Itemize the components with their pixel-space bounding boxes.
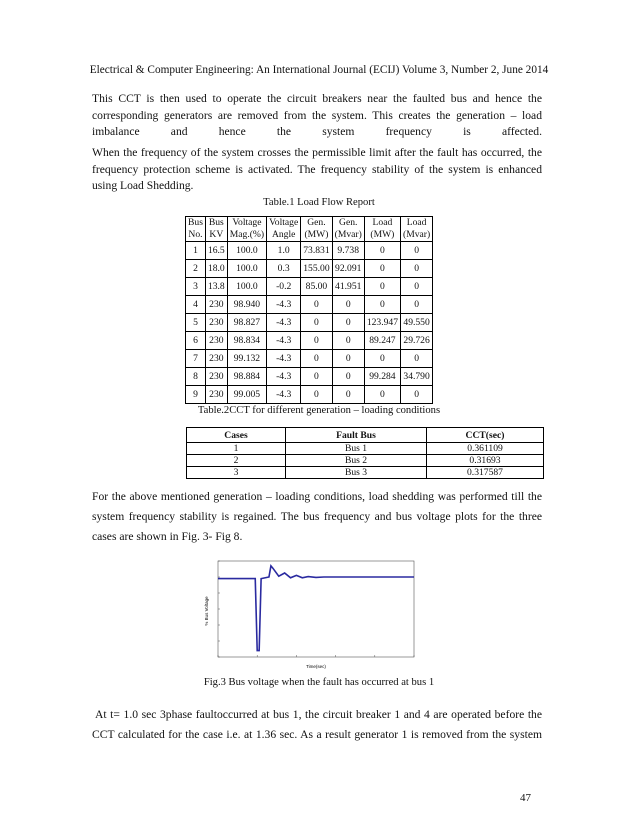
table1-header-text: Mag.(%)	[229, 229, 265, 240]
table2-cell: 0.31693	[427, 455, 544, 467]
para4-line2: CCT calculated for the case i.e. at 1.36 sec. As a result generator 1 is removed from the system	[92, 728, 542, 741]
para1-line1: This CCT is then used to operate the circuit breakers near the faulted bus and hence the	[92, 92, 542, 105]
table1-cell: 0	[401, 278, 433, 296]
table1-cell: 230	[205, 314, 227, 332]
table1-cell: 0	[301, 386, 332, 404]
table1-cell: 89.247	[364, 332, 400, 350]
paragraph-fault-description	[92, 705, 542, 745]
table1-cell: 98.834	[227, 332, 266, 350]
table1-cell: 13.8	[205, 278, 227, 296]
table1-cell: 0	[332, 296, 364, 314]
bus-voltage-chart	[198, 553, 422, 678]
table1-row	[186, 242, 433, 260]
table1-cell: 155.00	[301, 260, 332, 278]
paragraph-load-shedding: For the above mentioned generation – loading conditions, load shedding was performed till the system frequency stability is regained. The bus frequency and bus voltage plots for the three cases are shown in Fig. 3- Fig 8.	[92, 490, 542, 543]
table2-row	[187, 455, 544, 467]
table2-row	[187, 443, 544, 455]
table1-header-cell	[186, 217, 206, 242]
table1-cell: 0	[401, 386, 433, 404]
table1-cell: 34.790	[401, 368, 433, 386]
table1-header-cell	[227, 217, 266, 242]
table1-cell: -4.3	[267, 332, 301, 350]
table1-header-text: Voltage	[232, 217, 262, 228]
table1-header-text: Load	[406, 217, 427, 228]
load-flow-table	[185, 216, 433, 404]
table1-cell: 230	[205, 350, 227, 368]
table1-cell: 230	[205, 296, 227, 314]
table1-cell: 18.0	[205, 260, 227, 278]
paragraph-cct-usage	[92, 91, 542, 141]
table1-cell: 0	[364, 350, 400, 368]
table1-header-text: Bus	[188, 217, 203, 228]
table1-header-text: (Mvar)	[403, 229, 431, 240]
table1-cell: -4.3	[267, 368, 301, 386]
table1-header-text: Voltage	[269, 217, 299, 228]
table1-cell: 0	[401, 296, 433, 314]
table1-cell: 9	[186, 386, 206, 404]
table1-header-row	[186, 217, 433, 242]
table2-cell: 0.361109	[427, 443, 544, 455]
table2-header-cell: Fault Bus	[286, 428, 427, 443]
table1-row	[186, 350, 433, 368]
table1-cell: 0	[364, 260, 400, 278]
table1-cell: 230	[205, 368, 227, 386]
table1-header-text: Gen.	[339, 217, 358, 228]
table1-cell: 0	[401, 260, 433, 278]
table1-cell: 0	[332, 332, 364, 350]
table2-header-cell: CCT(sec)	[427, 428, 544, 443]
table1-row	[186, 260, 433, 278]
table1-header-text: KV	[209, 229, 224, 240]
table1-cell: 99.284	[364, 368, 400, 386]
table1-header-cell	[267, 217, 301, 242]
journal-header: Electrical & Computer Engineering: An International Journal (ECIJ) Volume 3, Number 2, June 2014	[89, 64, 549, 76]
table1-header-text: Bus	[208, 217, 224, 228]
table1-header-text: Angle	[271, 229, 296, 240]
table1-cell: 4	[186, 296, 206, 314]
table2-cell: Bus 3	[286, 467, 427, 479]
table2-cell: Bus 1	[286, 443, 427, 455]
table1-row	[186, 314, 433, 332]
table1-cell: 98.940	[227, 296, 266, 314]
table1-cell: 1.0	[267, 242, 301, 260]
table2-cell: 0.317587	[427, 467, 544, 479]
table1-cell: 5	[186, 314, 206, 332]
table2-header-row	[187, 428, 544, 443]
table1-cell: 0	[401, 350, 433, 368]
table1-cell: 0	[332, 368, 364, 386]
table1-cell: 8	[186, 368, 206, 386]
table1-header-cell	[364, 217, 400, 242]
cct-table	[186, 427, 544, 479]
table1-cell: 0	[364, 242, 400, 260]
table1-cell: 16.5	[205, 242, 227, 260]
table1-cell: 98.884	[227, 368, 266, 386]
table1-cell: 0	[301, 368, 332, 386]
axis-ticks	[218, 561, 414, 657]
table1-header-text: Load	[372, 217, 393, 228]
table1-cell: 123.947	[364, 314, 400, 332]
table1-cell: 3	[186, 278, 206, 296]
table1-cell: 29.726	[401, 332, 433, 350]
page-number: 47	[520, 792, 531, 804]
table2-row	[187, 467, 544, 479]
para1-line3: imbalance and hence the system frequency is affected.	[92, 125, 542, 139]
table1-cell: 0	[332, 314, 364, 332]
bus-voltage-figure	[198, 553, 422, 678]
table1-cell: -4.3	[267, 296, 301, 314]
table1-cell: 0	[301, 332, 332, 350]
table1-row	[186, 278, 433, 296]
table1-cell: 0	[364, 296, 400, 314]
y-axis-label: % Bus Voltage	[204, 596, 209, 626]
table2-caption: Table.2CCT for different generation – loading conditions	[197, 405, 441, 416]
table1-cell: 0	[401, 242, 433, 260]
table1-cell: 99.005	[227, 386, 266, 404]
table2-cell: 2	[187, 455, 286, 467]
figure-caption: Fig.3 Bus voltage when the fault has occurred at bus 1	[203, 677, 435, 688]
table2-header-cell: Cases	[187, 428, 286, 443]
table1-cell: 73.831	[301, 242, 332, 260]
table1-header-cell	[401, 217, 433, 242]
para1-line2: corresponding generators are removed from the system. This creates the generation – load	[92, 108, 542, 122]
table1-cell: 0.3	[267, 260, 301, 278]
table1-cell: 230	[205, 332, 227, 350]
table1-cell: 41.951	[332, 278, 364, 296]
table1-header-text: (MW)	[304, 229, 329, 240]
table1-cell: 1	[186, 242, 206, 260]
table1-header-text: Gen.	[307, 217, 326, 228]
table1-cell: 92.091	[332, 260, 364, 278]
table1-cell: 85.00	[301, 278, 332, 296]
table1-header-cell	[301, 217, 332, 242]
table1-header-cell	[205, 217, 227, 242]
table1-caption: Table.1 Load Flow Report	[263, 197, 375, 208]
table1-cell: 0	[301, 314, 332, 332]
table1-cell: 0	[301, 296, 332, 314]
table1-header-text: (Mvar)	[334, 229, 362, 240]
plot-frame	[218, 561, 414, 657]
table2-cell: Bus 2	[286, 455, 427, 467]
table1-row	[186, 332, 433, 350]
table1-cell: 0	[332, 386, 364, 404]
table1-row	[186, 386, 433, 404]
paragraph-frequency-protection: When the frequency of the system crosses the permissible limit after the fault has occurred, the frequency protection scheme is activated. The frequency stability of the system is enhanced using Load Shedding.	[92, 146, 542, 193]
table1-cell: 49.550	[401, 314, 433, 332]
table1-cell: 0	[332, 350, 364, 368]
bus-voltage-line	[218, 566, 414, 651]
cct-table-container	[186, 427, 544, 479]
x-axis-label: Time(sec)	[306, 664, 326, 669]
table1-cell: -0.2	[267, 278, 301, 296]
table1-row	[186, 368, 433, 386]
table1-cell: 100.0	[227, 260, 266, 278]
table1-cell: 99.132	[227, 350, 266, 368]
table1-cell: 2	[186, 260, 206, 278]
table1-cell: 100.0	[227, 242, 266, 260]
table1-cell: 230	[205, 386, 227, 404]
table1-header-text: No.	[188, 229, 203, 240]
table1-cell: 7	[186, 350, 206, 368]
table1-row	[186, 296, 433, 314]
table1-cell: -4.3	[267, 386, 301, 404]
table1-cell: 9.738	[332, 242, 364, 260]
table1-cell: -4.3	[267, 314, 301, 332]
para4-line1: At t= 1.0 sec 3phase faultoccurred at bus 1, the circuit breaker 1 and 4 are operated before the	[95, 708, 542, 721]
table1-header-text: (MW)	[370, 229, 395, 240]
table1-cell: -4.3	[267, 350, 301, 368]
table1-cell: 98.827	[227, 314, 266, 332]
table1-cell: 100.0	[227, 278, 266, 296]
table1-cell: 0	[364, 278, 400, 296]
table1-cell: 0	[301, 350, 332, 368]
table2-cell: 3	[187, 467, 286, 479]
table1-header-cell	[332, 217, 364, 242]
table2-cell: 1	[187, 443, 286, 455]
load-flow-table-container	[185, 216, 433, 404]
table1-cell: 6	[186, 332, 206, 350]
table1-cell: 0	[364, 386, 400, 404]
